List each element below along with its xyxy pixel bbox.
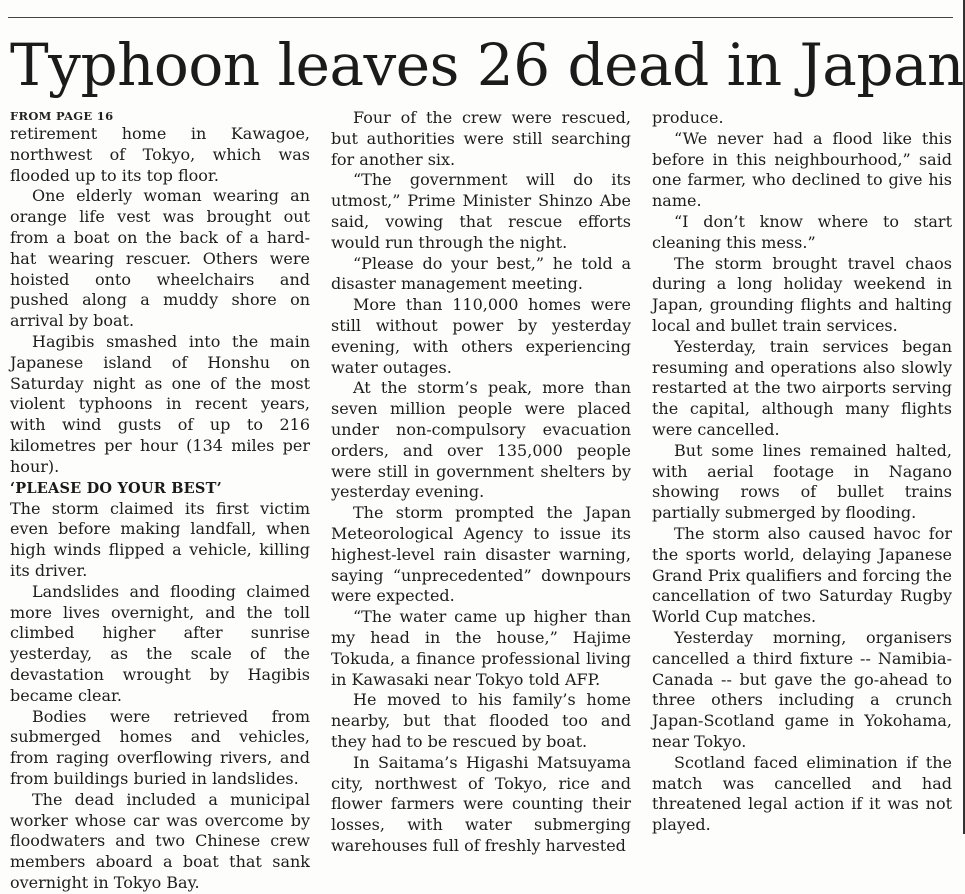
- column-2: [331, 108, 631, 855]
- paragraph: Landslides and flooding claimed more lives overnight, and the toll climbed higher after sunrise yesterday, as the scale of the devastation wrought by Hagibis became clear.: [10, 581, 310, 705]
- paragraph: The storm also caused havoc for the sports world, delaying Japanese Grand Prix qualifiers and forcing the cancellation of two Saturday Rugby World Cup matches.: [652, 523, 952, 627]
- paragraph: The storm claimed its first victim even before making landfall, when high winds flipped a vehicle, killing its driver.: [10, 498, 310, 580]
- paragraph: “The water came up higher than my head in the house,” Hajime Tokuda, a finance professional living in Kawasaki near Tokyo told AFP.: [331, 607, 631, 689]
- paragraph: produce.: [652, 108, 724, 127]
- top-rule: [8, 17, 953, 18]
- paragraph: Yesterday, train services began resuming and operations also slowly restarted at the two airports serving the capital, although many flights were cancelled.: [652, 336, 952, 439]
- paragraph: Hagibis smashed into the main Japanese island of Honshu on Saturday night as one of the most violent typhoons in recent years, with wind gusts of up to 216 kilometres per hour (134 miles per hour).: [10, 331, 310, 476]
- paragraph: Bodies were retrieved from submerged homes and vehicles, from raging overflowing rivers, and from buildings buried in landslides.: [10, 706, 310, 788]
- column-1: [10, 108, 310, 892]
- paragraph: One elderly woman wearing an orange life vest was brought out from a boat on the back of a hard-hat wearing rescuer. Others were hoisted onto wheelchairs and pushed along a muddy shore on arrival by boat.: [10, 186, 310, 331]
- paragraph: In Saitama’s Higashi Matsuyama city, northwest of Tokyo, rice and flower farmers were counting their losses, with water submerging warehouses full of freshly harvested: [331, 752, 631, 855]
- paragraph: The storm prompted the Japan Meteorological Agency to issue its highest-level rain disaster warning, saying “unprecedented” downpours were expected.: [331, 503, 631, 606]
- article-body: [10, 108, 954, 892]
- paragraph: Four of the crew were rescued, but authorities were still searching for another six.: [331, 108, 631, 169]
- paragraph: “We never had a flood like this before in this neighbourhood,” said one farmer, who declined to give his name.: [652, 128, 952, 211]
- paragraph: Yesterday morning, organisers cancelled a third fixture -- Namibia-Canada -- but gave the go-ahead to three others including a crunch Japan-Scotland game in Yokohama, near Tokyo.: [652, 627, 952, 751]
- jump-line: FROM PAGE 16: [10, 109, 114, 123]
- paragraph: Scotland faced elimination if the match was cancelled and had threatened legal action if it was not played.: [652, 752, 952, 835]
- paragraph: But some lines remained halted, with aerial footage in Nagano showing rows of bullet trains partially submerged by flooding.: [652, 440, 952, 523]
- paragraph: The dead included a municipal worker whose car was overcome by floodwaters and two Chinese crew members aboard a boat that sank overnight in Tokyo Bay.: [10, 789, 310, 892]
- paragraph: More than 110,000 homes were still without power by yesterday evening, with others experiencing water outages.: [331, 295, 631, 377]
- paragraph: “I don’t know where to start cleaning this mess.”: [652, 211, 952, 252]
- paragraph: “The government will do its utmost,” Prime Minister Shinzo Abe said, vowing that rescue efforts would run through the night.: [331, 170, 631, 252]
- paragraph: retirement home in Kawagoe, northwest of Tokyo, which was flooded up to its top floor.: [10, 124, 310, 185]
- paragraph: At the storm’s peak, more than seven million people were placed under non-compulsory evacuation orders, and over 135,000 people were still in government shelters by yesterday evening.: [331, 378, 631, 502]
- paragraph: “Please do your best,” he told a disaster management meeting.: [331, 253, 631, 294]
- subheading: ‘PLEASE DO YOUR BEST’: [10, 479, 222, 497]
- column-3: [652, 108, 952, 834]
- headline: Typhoon leaves 26 dead in Japan: [10, 31, 964, 99]
- paragraph: The storm brought travel chaos during a long holiday weekend in Japan, grounding flights and halting local and bullet train services.: [652, 253, 952, 335]
- paragraph: He moved to his family’s home nearby, but that flooded too and they had to be rescued by boat.: [331, 690, 631, 751]
